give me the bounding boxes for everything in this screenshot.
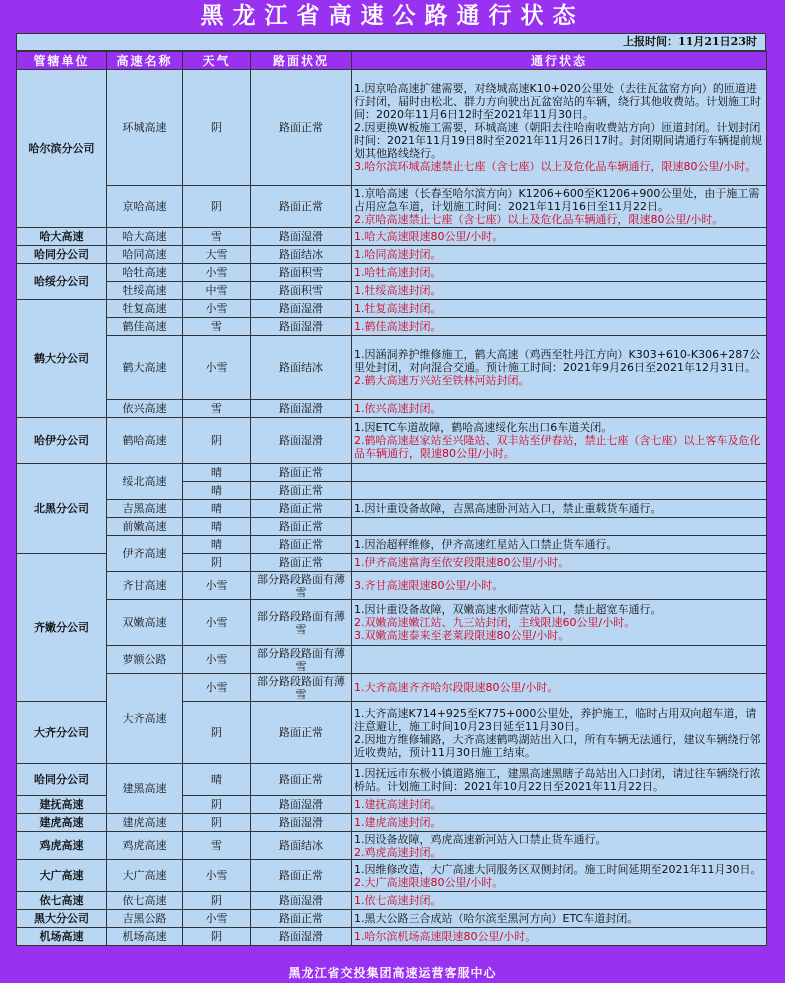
weather-cell: 阴: [183, 418, 251, 464]
table-row: [17, 246, 767, 264]
surface-cell: 路面正常: [251, 464, 352, 482]
road-name-cell: 依七高速: [107, 892, 183, 910]
weather-cell: 中雪: [183, 282, 251, 300]
table-row: [17, 860, 767, 892]
weather-cell: 阴: [183, 70, 251, 186]
road-name-cell: 绥北高速: [107, 464, 183, 500]
weather-cell: 晴: [183, 482, 251, 500]
table-row: [17, 518, 767, 536]
status-cell: [352, 600, 767, 646]
status-cell: [352, 246, 767, 264]
status-table: [16, 51, 767, 946]
surface-cell: 路面正常: [251, 860, 352, 892]
road-name-cell: 吉黑高速: [107, 500, 183, 518]
status-cell: [352, 400, 767, 418]
surface-cell: 路面正常: [251, 500, 352, 518]
table-row: [17, 910, 767, 928]
status-line: 1.因计重设备故障，吉黑高速卧河站入口，禁止重载货车通行。: [354, 502, 662, 515]
road-name-cell: 吉黑公路: [107, 910, 183, 928]
table-body: [17, 70, 767, 946]
status-cell: [352, 928, 767, 946]
weather-cell: 阴: [183, 186, 251, 228]
weather-cell: 雪: [183, 832, 251, 860]
surface-cell: 路面结冰: [251, 246, 352, 264]
surface-cell: 路面正常: [251, 764, 352, 796]
unit-cell: 北黑分公司: [17, 464, 107, 554]
status-line: 1.依兴高速封闭。: [354, 402, 442, 415]
weather-cell: 大雪: [183, 246, 251, 264]
status-line: 1.因ETC车道故障，鹤哈高速绥化东出口6车道关闭。: [354, 421, 613, 434]
weather-cell: 阴: [183, 928, 251, 946]
unit-cell: 机场高速: [17, 928, 107, 946]
surface-cell: 路面积雪: [251, 264, 352, 282]
surface-cell: 路面湿滑: [251, 796, 352, 814]
surface-cell: 路面结冰: [251, 832, 352, 860]
status-line: 1.大齐高速K714+925至K775+000公里处，养护施工，临时占用双向超车道，请注意避让，施工时间10月23日延至11月30日。: [354, 706, 757, 733]
status-line: 2.京哈高速禁止七座（含七座）以上及危化品车辆通行，限速80公里/小时。: [354, 213, 724, 226]
weather-cell: 雪: [183, 400, 251, 418]
header-unit: 管辖单位: [17, 52, 107, 70]
road-name-cell: 建黑高速: [107, 764, 183, 814]
weather-cell: 小雪: [183, 336, 251, 400]
status-line: 1.因京哈高速扩建需要，对绕城高速K10+020公里处（去往瓦盆窑方向）的匝道进行封闭，届时由松北、群力方向驶出瓦盆窑站的车辆，绕行其他收费站。计划施工时间：2020年11月6日12时至2021年11月30日。: [354, 82, 761, 121]
surface-cell: 部分路段路面有薄雪: [251, 674, 352, 702]
status-line: 1.因维修改造，大广高速大同服务区双侧封闭。施工时间延期至2021年11月30日。: [354, 862, 762, 876]
status-line: 2.鸡虎高速封闭。: [354, 845, 442, 859]
status-line: 1.哈牡高速封闭。: [354, 266, 442, 279]
road-name-cell: 依兴高速: [107, 400, 183, 418]
surface-cell: 部分路段路面有薄雪: [251, 646, 352, 674]
road-name-cell: 萝额公路: [107, 646, 183, 674]
table-row: [17, 282, 767, 300]
surface-cell: 路面正常: [251, 910, 352, 928]
road-name-cell: 鹤哈高速: [107, 418, 183, 464]
road-name-cell: 哈牡高速: [107, 264, 183, 282]
weather-cell: 小雪: [183, 300, 251, 318]
status-cell: [352, 336, 767, 400]
status-cell: [352, 186, 767, 228]
surface-cell: 路面正常: [251, 70, 352, 186]
surface-cell: 路面正常: [251, 536, 352, 554]
weather-cell: 晴: [183, 764, 251, 796]
table-row: [17, 70, 767, 186]
status-line: 1.京哈高速（长春至哈尔滨方向）K1206+600至K1206+900公里处，由于施工需占用应急车道，计划施工时间：2021年11月16日至11月22日。: [354, 187, 760, 213]
road-name-cell: 机场高速: [107, 928, 183, 946]
status-cell: [352, 860, 767, 892]
status-cell: [352, 646, 767, 674]
status-line: 1.依七高速封闭。: [354, 894, 442, 907]
road-name-cell: 双嫩高速: [107, 600, 183, 646]
unit-cell: 大齐分公司: [17, 702, 107, 764]
table-row: [17, 464, 767, 482]
road-name-cell: 前嫩高速: [107, 518, 183, 536]
status-line: 3.双嫩高速泰来至老莱段限速80公里/小时。: [354, 629, 570, 642]
report-time: 上报时间：11月21日23时: [16, 33, 766, 51]
status-line: 1.因涵洞养护维修施工，鹤大高速（鸡西至牡丹江方向）K303+610-K306+287公里处封闭，对向混合交通。预计施工时间：2021年9月26日至2021年12月31日。: [354, 348, 761, 374]
weather-cell: 小雪: [183, 674, 251, 702]
status-line: 1.鹤佳高速封闭。: [354, 320, 442, 333]
weather-cell: 雪: [183, 318, 251, 336]
status-line: 1.因抚远市东极小镇道路施工，建黑高速黑瞎子岛站出入口封闭，请过往车辆绕行浓桥站。计划施工时间：2021年10月22日至2021年11月22日。: [354, 766, 761, 793]
status-line: 1.建虎高速封闭。: [354, 816, 442, 829]
road-name-cell: 大广高速: [107, 860, 183, 892]
unit-cell: 建抚高速: [17, 796, 107, 814]
status-cell: [352, 572, 767, 600]
status-line: 2.双嫩高速嫩江站、九三站封闭，主线限速60公里/小时。: [354, 616, 636, 629]
header-surface: 路面状况: [251, 52, 352, 70]
table-row: [17, 400, 767, 418]
weather-cell: 阴: [183, 814, 251, 832]
surface-cell: 路面湿滑: [251, 418, 352, 464]
table-row: [17, 418, 767, 464]
status-cell: [352, 264, 767, 282]
road-name-cell: 鹤大高速: [107, 336, 183, 400]
surface-cell: 部分路段路面有薄雪: [251, 600, 352, 646]
weather-cell: 小雪: [183, 572, 251, 600]
road-name-cell: 鸡虎高速: [107, 832, 183, 860]
unit-cell: 哈绥分公司: [17, 264, 107, 300]
status-line: 1.牡绥高速封闭。: [354, 284, 442, 297]
status-line: 1.建抚高速封闭。: [354, 798, 442, 811]
status-cell: [352, 536, 767, 554]
status-cell: [352, 228, 767, 246]
table-row: [17, 646, 767, 674]
table-row: [17, 928, 767, 946]
unit-cell: 哈同分公司: [17, 764, 107, 796]
surface-cell: 路面正常: [251, 702, 352, 764]
road-name-cell: 伊齐高速: [107, 536, 183, 572]
weather-cell: 小雪: [183, 600, 251, 646]
unit-cell: 哈尔滨分公司: [17, 70, 107, 228]
status-line: 3.哈尔滨环城高速禁止七座（含七座）以上及危化品车辆通行，限速80公里/小时。: [354, 160, 757, 173]
surface-cell: 路面湿滑: [251, 300, 352, 318]
surface-cell: 路面湿滑: [251, 400, 352, 418]
status-line: 1.哈尔滨机场高速限速80公里/小时。: [354, 930, 537, 943]
road-name-cell: 牡绥高速: [107, 282, 183, 300]
table-row: [17, 264, 767, 282]
surface-cell: 路面正常: [251, 518, 352, 536]
weather-cell: 晴: [183, 536, 251, 554]
unit-cell: 哈同分公司: [17, 246, 107, 264]
surface-cell: 部分路段路面有薄雪: [251, 572, 352, 600]
header-weather: 天气: [183, 52, 251, 70]
road-name-cell: 环城高速: [107, 70, 183, 186]
road-name-cell: 京哈高速: [107, 186, 183, 228]
status-line: 1.大齐高速齐齐哈尔段限速80公里/小时。: [354, 681, 559, 694]
road-name-cell: 哈同高速: [107, 246, 183, 264]
road-name-cell: 大齐高速: [107, 674, 183, 764]
table-row: [17, 536, 767, 554]
unit-cell: 哈伊分公司: [17, 418, 107, 464]
footer-org: 黑龙江省交投集团高速运营客服中心: [288, 966, 497, 980]
status-cell: [352, 814, 767, 832]
table-row: [17, 572, 767, 600]
status-cell: [352, 418, 767, 464]
status-cell: [352, 832, 767, 860]
surface-cell: 路面湿滑: [251, 892, 352, 910]
header-status: 通行状态: [352, 52, 767, 70]
status-line: 2.鹤哈高速赵家站至兴隆站、双丰站至伊春站，禁止七座（含七座）以上客车及危化品车辆通行，限速80公里/小时。: [354, 434, 761, 460]
unit-cell: 黑大分公司: [17, 910, 107, 928]
surface-cell: 路面湿滑: [251, 318, 352, 336]
table-row: [17, 500, 767, 518]
table-row: [17, 600, 767, 646]
unit-cell: 哈大高速: [17, 228, 107, 246]
table-row: [17, 336, 767, 400]
unit-cell: 鸡虎高速: [17, 832, 107, 860]
status-cell: [352, 702, 767, 764]
table-row: [17, 318, 767, 336]
surface-cell: 路面结冰: [251, 336, 352, 400]
road-name-cell: 哈大高速: [107, 228, 183, 246]
status-line: 1.伊齐高速富海至依安段限速80公里/小时。: [354, 556, 570, 569]
status-cell: [352, 796, 767, 814]
status-line: 1.因治超秤维修，伊齐高速红星站入口禁止货车通行。: [354, 538, 618, 551]
table-row: [17, 300, 767, 318]
surface-cell: 路面正常: [251, 482, 352, 500]
surface-cell: 路面正常: [251, 186, 352, 228]
status-cell: [352, 70, 767, 186]
header-row: [17, 52, 767, 70]
weather-cell: 小雪: [183, 646, 251, 674]
status-cell: [352, 500, 767, 518]
weather-cell: 晴: [183, 500, 251, 518]
table-row: [17, 814, 767, 832]
table-row: [17, 674, 767, 702]
status-cell: [352, 764, 767, 796]
status-cell: [352, 282, 767, 300]
header-road: 高速名称: [107, 52, 183, 70]
unit-cell: 大广高速: [17, 860, 107, 892]
status-line: 2.因地方维修辅路，大齐高速鹤鸣湖站出入口，所有车辆无法通行，建议车辆绕行邻近收费站，预计11月30日施工结束。: [354, 732, 761, 759]
weather-cell: 小雪: [183, 860, 251, 892]
unit-cell: 齐嫩分公司: [17, 554, 107, 702]
unit-cell: 建虎高速: [17, 814, 107, 832]
table-row: [17, 186, 767, 228]
weather-cell: 晴: [183, 518, 251, 536]
status-line: 1.哈大高速限速80公里/小时。: [354, 230, 504, 243]
status-line: 1.因计重设备故障，双嫩高速水师营站入口，禁止超宽车通行。: [354, 603, 662, 616]
road-name-cell: 建虎高速: [107, 814, 183, 832]
weather-cell: 小雪: [183, 264, 251, 282]
page-title: 黑龙江省高速公路通行状态: [200, 2, 585, 29]
table-row: [17, 892, 767, 910]
status-cell: [352, 464, 767, 482]
table-row: [17, 228, 767, 246]
surface-cell: 路面积雪: [251, 282, 352, 300]
status-line: 3.齐甘高速限速80公里/小时。: [354, 579, 504, 592]
status-line: 1.哈同高速封闭。: [354, 248, 442, 261]
status-line: 2.因更换W板施工需要，环城高速（朝阳去往哈南收费站方向）匝道封闭。计划封闭时间：2021年11月19日8时至2021年11月26日17时。封闭期间请通行车辆提前规划其他路线绕行。: [354, 121, 762, 160]
status-cell: [352, 300, 767, 318]
status-line: 2.鹤大高速万兴站至铁林河站封闭。: [354, 374, 530, 387]
weather-cell: 小雪: [183, 910, 251, 928]
weather-cell: 阴: [183, 892, 251, 910]
weather-cell: 阴: [183, 702, 251, 764]
status-cell: [352, 318, 767, 336]
table-row: [17, 832, 767, 860]
status-line: 1.牡复高速封闭。: [354, 302, 442, 315]
status-line: 1.因设备故障，鸡虎高速新河站入口禁止货车通行。: [354, 832, 607, 846]
status-line: 2.大广高速限速80公里/小时。: [354, 875, 504, 889]
status-cell: [352, 554, 767, 572]
unit-cell: 依七高速: [17, 892, 107, 910]
weather-cell: 阴: [183, 554, 251, 572]
status-cell: [352, 482, 767, 500]
surface-cell: 路面湿滑: [251, 228, 352, 246]
status-line: 1.黑大公路三合成站（哈尔滨至黑河方向）ETC车道封闭。: [354, 912, 639, 925]
surface-cell: 路面湿滑: [251, 814, 352, 832]
weather-cell: 晴: [183, 464, 251, 482]
road-name-cell: 齐甘高速: [107, 572, 183, 600]
road-name-cell: 鹤佳高速: [107, 318, 183, 336]
weather-cell: 雪: [183, 228, 251, 246]
status-cell: [352, 518, 767, 536]
surface-cell: 路面正常: [251, 554, 352, 572]
unit-cell: 鹤大分公司: [17, 300, 107, 418]
surface-cell: 路面湿滑: [251, 928, 352, 946]
status-cell: [352, 892, 767, 910]
road-name-cell: 牡复高速: [107, 300, 183, 318]
table-row: [17, 764, 767, 796]
status-cell: [352, 674, 767, 702]
status-cell: [352, 910, 767, 928]
weather-cell: 阴: [183, 796, 251, 814]
